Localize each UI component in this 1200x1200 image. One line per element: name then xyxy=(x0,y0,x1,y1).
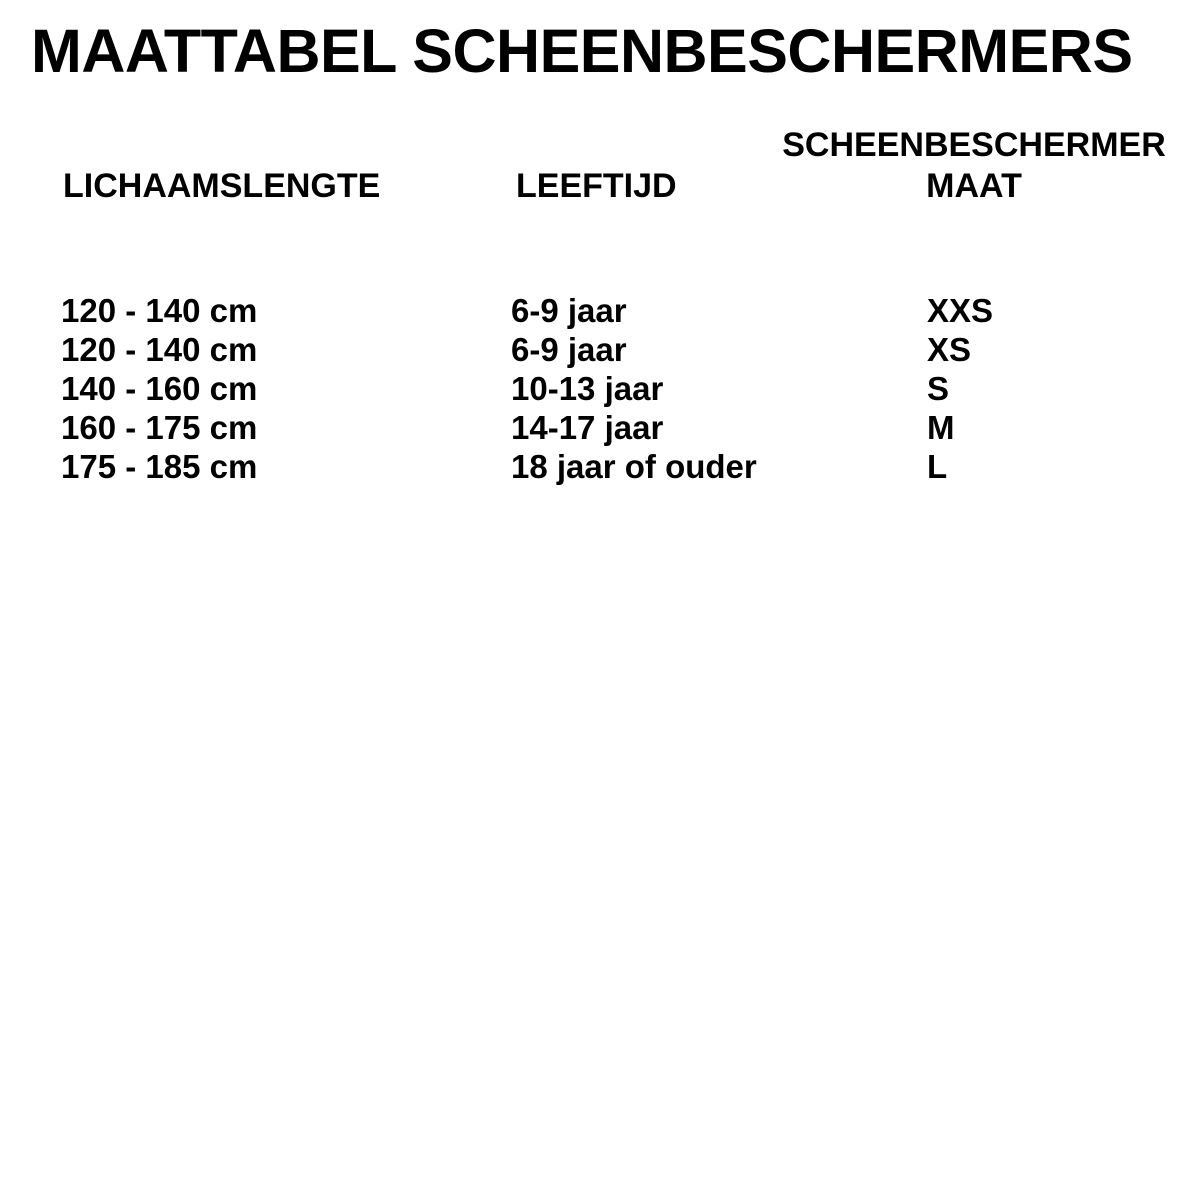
table-row xyxy=(0,333,1200,372)
table-row xyxy=(0,411,1200,450)
column-header-shinguard-size-line2: MAAT xyxy=(926,167,1022,205)
cell-body-length: 120 - 140 cm xyxy=(61,331,258,368)
cell-body-length: 175 - 185 cm xyxy=(61,448,258,485)
table-row xyxy=(0,294,1200,333)
table-row xyxy=(0,372,1200,411)
page-title: MAATTABEL SCHEENBESCHERMERS xyxy=(31,17,1133,85)
cell-size: L xyxy=(927,448,948,485)
cell-body-length: 140 - 160 cm xyxy=(61,370,258,407)
cell-age: 6-9 jaar xyxy=(511,292,627,329)
column-header-shinguard-size-line1: SCHEENBESCHERMER xyxy=(782,126,1166,164)
cell-size: S xyxy=(927,370,950,407)
column-header-body-length: LICHAAMSLENGTE xyxy=(63,167,381,205)
column-header-age: LEEFTIJD xyxy=(516,167,677,205)
cell-body-length: 120 - 140 cm xyxy=(61,292,258,329)
cell-body-length: 160 - 175 cm xyxy=(61,409,258,446)
cell-age: 6-9 jaar xyxy=(511,331,627,368)
cell-age: 10-13 jaar xyxy=(511,370,664,407)
cell-size: M xyxy=(927,409,955,446)
cell-age: 14-17 jaar xyxy=(511,409,664,446)
table-row xyxy=(0,450,1200,489)
cell-size: XXS xyxy=(927,292,994,329)
cell-age: 18 jaar of ouder xyxy=(511,448,757,485)
column-header-shinguard-size xyxy=(774,125,1174,207)
cell-size: XS xyxy=(927,331,972,368)
